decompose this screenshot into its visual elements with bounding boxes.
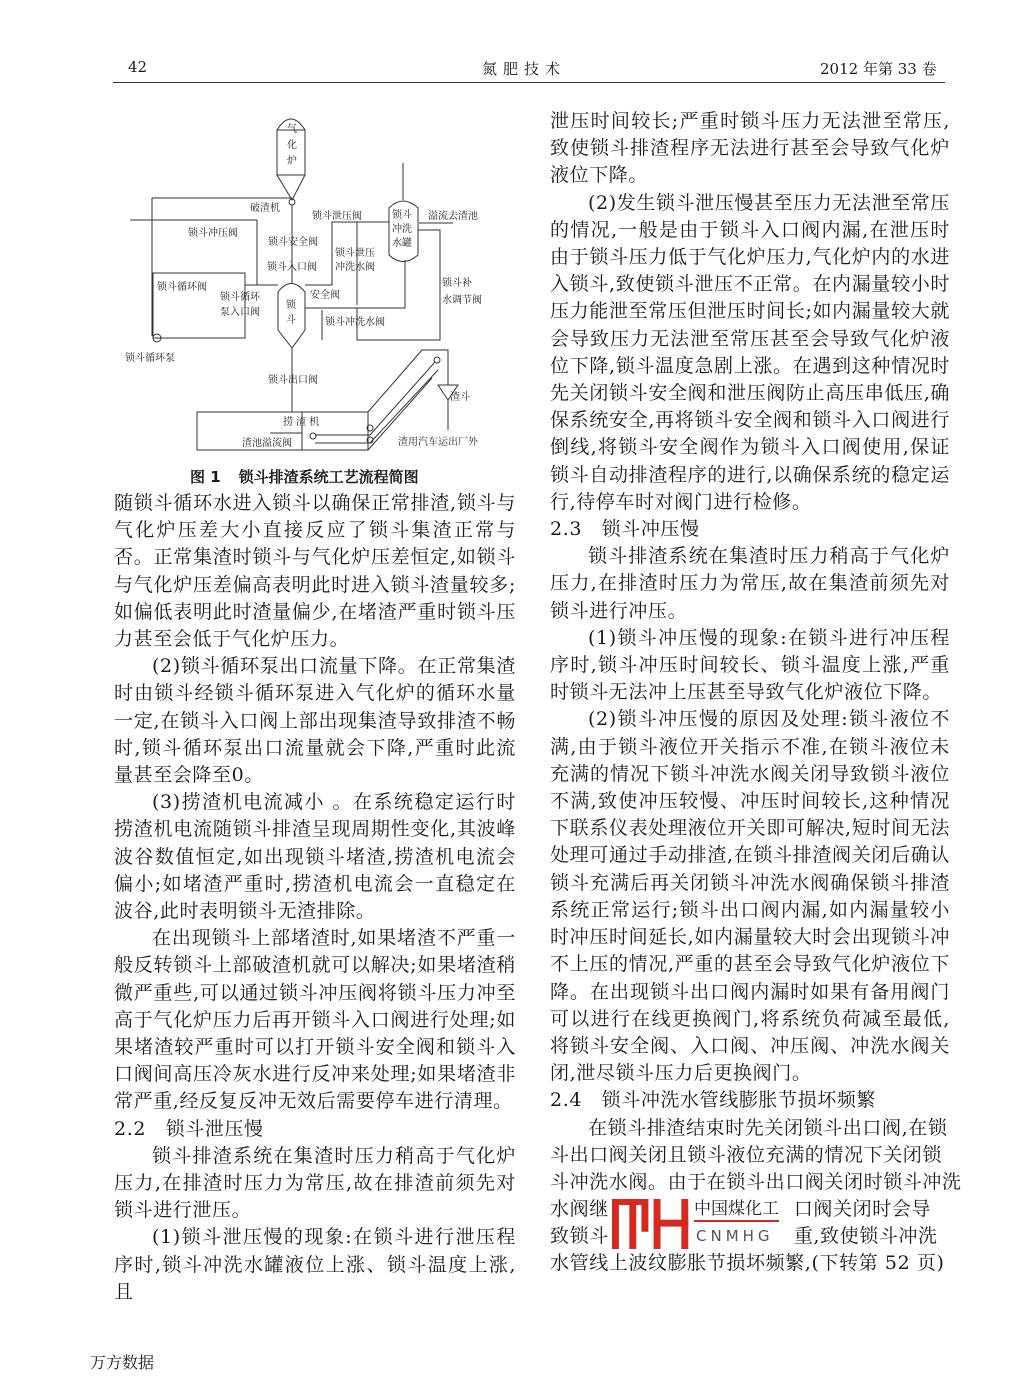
section-heading-2-3: 2.3 锁斗冲压慢 bbox=[550, 518, 700, 541]
label-flush-tank-3: 水罐 bbox=[392, 238, 412, 249]
paragraph: (1)锁斗冲压慢的现象:在锁斗进行冲压程序时,锁斗冲压时间较长、锁斗温度上涨,严重时锁斗无法冲上压甚至导致气化炉液位下降。 bbox=[550, 626, 950, 704]
text-fragment: 重,致使锁斗冲洗 bbox=[793, 1225, 938, 1248]
paragraph: 随锁斗循环水进入锁斗以确保正常排渣,锁斗与气化炉压差大小直接反应了锁斗集渣正常与否。正常集渣时锁斗与气化炉压差恒定,如锁斗与气化炉压差偏高表明此时进入锁斗渣量较多;如偏低表明此时渣量偏少,在堵渣严重时锁斗压力甚至会低于气化炉压力。 bbox=[114, 492, 516, 651]
label-overflow: 溢流去渣池 bbox=[428, 211, 478, 222]
label-depress-flush-valve: 锁斗泄压 bbox=[335, 248, 375, 259]
text-fragment: 致锁斗 bbox=[550, 1225, 609, 1248]
page-number: 42 bbox=[128, 58, 148, 76]
label-circ-pump: 锁斗循环泵 bbox=[125, 353, 175, 364]
label-depress-flush-valve-2: 冲洗水阀 bbox=[335, 262, 375, 273]
label-gasifier-2: 化 bbox=[287, 140, 297, 151]
label-lock-hopper-2: 斗 bbox=[286, 315, 296, 326]
process-flow-diagram bbox=[120, 110, 520, 455]
paragraph: (2)锁斗冲压慢的原因及处理:锁斗液位不满,由于锁斗液位开关指示不准,在锁斗液位未充满的情况下锁斗冲洗水阀关闭导致锁斗液位不满,致使冲压较慢、冲压时间较长,这种情况下联系仪表处理液位开关即可解决,短时间无法处理可通过手动排渣,在锁斗排渣阀关闭后确认锁斗充满后再关闭锁斗冲洗水阀确保锁斗排渣系统正常运行;锁斗出口阀内漏,如内漏量较小时冲压时间延长,如内漏量较大时会出现锁斗冲不上压的情况,严重的甚至会导致气化炉液位下降。在出现锁斗出口阀内漏时如果有备用阀门可以进行在线更换阀门,将系统负荷减至最低,将锁斗安全阀、入口阀、冲压阀、冲洗水阀关闭,泄尽锁斗压力后更换阀门。 bbox=[550, 708, 950, 1085]
paragraph: (2)锁斗循环泵出口流量下降。在正常集渣时由锁斗经锁斗循环泵进入气化炉的循环水量一定,在锁斗入口阀上部出现集渣导致排渣不畅时,锁斗循环泵出口流量就会下降,严重时此流量甚至会降至0。 bbox=[114, 655, 516, 787]
label-outlet-valve: 锁斗出口阀 bbox=[268, 375, 318, 386]
label-truck: 渣用汽车运出厂外 bbox=[398, 437, 478, 448]
label-scraper: 捞 渣 机 bbox=[283, 417, 320, 428]
label-makeup-valve-2: 水调节阀 bbox=[442, 295, 482, 306]
figure-caption bbox=[190, 466, 437, 487]
cnmhg-logo-icon bbox=[612, 1199, 690, 1249]
figure-title: 锁斗排渣系统工艺流程简图 bbox=[238, 468, 419, 486]
label-flush-water-valve: 锁斗冲洗水阀 bbox=[325, 317, 385, 328]
watermark bbox=[612, 1198, 792, 1250]
text-fragment: 水阀继 bbox=[550, 1198, 609, 1221]
text-line: 在锁斗排渣结束时先关闭锁斗出口阀,在锁 bbox=[588, 1116, 948, 1139]
paragraph: 泄压时间较长;严重时锁斗压力无法泄至常压,致使锁斗排渣程序无法进行甚至会导致气化炉液位下降。 bbox=[550, 110, 950, 187]
right-column bbox=[550, 108, 962, 1278]
paragraph: (2)发生锁斗泄压慢甚至压力无法泄至常压的情况,一般是由于锁斗入口阀内漏,在泄压时由于锁斗压力低于气化炉压力,气化炉内的水进入锁斗,致使锁斗泄压不正常。在内漏量较小时压力能泄至常压但泄压时间长;如内漏量较大就会导致压力无法泄至常压甚至会导致气化炉液位下降,锁斗温度急剧上涨。在遇到这种情况时先关闭锁斗安全阀和泄压阀防止高压串低压,确保系统安全,再将锁斗安全阀和锁斗入口阀进行倒线,将锁斗安全阀作为锁斗入口阀使用,保证锁斗自动排渣程序的进行,以确保系统的稳定运行,待停车时对阀门进行检修。 bbox=[550, 191, 950, 513]
text-fragment: 口阀关闭时会导 bbox=[793, 1198, 932, 1221]
label-circ-valve: 锁斗循环阀 bbox=[157, 282, 207, 293]
label-safety-valve: 锁斗安全阀 bbox=[268, 237, 318, 248]
label-gasifier-3: 炉 bbox=[287, 156, 297, 167]
header-rule bbox=[113, 82, 945, 83]
paragraph: 锁斗排渣系统在集渣时压力稍高于气化炉压力,在排渣时压力为常压,故在排渣前须先对锁斗进行泄压。 bbox=[114, 1144, 516, 1222]
label-depress-valve: 锁斗泄压阀 bbox=[312, 211, 362, 222]
left-column bbox=[114, 490, 516, 1306]
issue-info: 2012 年第 33 卷 bbox=[820, 60, 937, 78]
paragraph: 锁斗排渣系统在集渣时压力稍高于气化炉压力,在排渣时压力为常压,故在集渣前须先对锁斗进行冲压。 bbox=[550, 545, 950, 622]
paragraph: (3)捞渣机电流减小 。在系统稳定运行时捞渣机电流随锁斗排渣呈现周期性变化,其波峰波谷数值恒定,如出现锁斗堵渣,捞渣机电流会偏小;如堵渣严重时,捞渣机电流会一直稳定在波谷,此时表明锁斗无渣排除。 bbox=[114, 791, 516, 923]
paragraph-last bbox=[550, 1115, 962, 1278]
footer-source: 万方数据 bbox=[90, 1353, 155, 1372]
label-circ-pump-inlet-valve: 锁斗循环 bbox=[220, 292, 260, 303]
label-makeup-valve: 锁斗补 bbox=[442, 278, 472, 289]
journal-title: 氮肥技术 bbox=[482, 60, 567, 78]
label-lock-hopper: 锁 bbox=[286, 300, 296, 311]
label-slag-hopper: 渣斗 bbox=[450, 392, 470, 403]
label-pressurize-valve: 锁斗冲压阀 bbox=[188, 228, 238, 239]
paragraph: (1)锁斗泄压慢的现象:在锁斗进行泄压程序时,锁斗冲洗水罐液位上涨、锁斗温度上涨,且 bbox=[114, 1226, 516, 1303]
watermark-name-cn: 中国煤化工 bbox=[694, 1198, 779, 1222]
text-line: 水管线上波纹膨胀节损坏频繁,(下转第 52 页) bbox=[550, 1252, 945, 1275]
label-gasifier: 气 bbox=[287, 124, 297, 135]
paragraph: 在出现锁斗上部堵渣时,如果堵渣不严重一般反转锁斗上部破渣机就可以解决;如果堵渣稍微严重些,可以通过锁斗冲压阀将锁斗压力冲至高于气化炉压力后再开锁斗入口阀进行处理;如果堵渣较严重时可以打开锁斗安全阀和锁斗入口阀间高压冷灰水进行反冲来处理;如果堵渣非常严重,经反复反冲无效后需要停车进行清理。 bbox=[114, 927, 516, 1113]
label-safety-valve-short: 安全阀 bbox=[310, 290, 340, 301]
label-circ-pump-inlet-valve-2: 泵入口阀 bbox=[220, 307, 260, 318]
label-inlet-valve: 锁斗入口阀 bbox=[267, 262, 317, 273]
watermark-name-en: CNMHG bbox=[696, 1226, 774, 1245]
text-line: 斗出口阀关闭且锁斗液位充满的情况下关闭锁 bbox=[550, 1143, 943, 1166]
figure-number: 图 1 bbox=[190, 468, 221, 486]
section-heading-2-2: 2.2 锁斗泄压慢 bbox=[114, 1117, 264, 1140]
text-line: 斗冲洗水阀。由于在锁斗出口阀关闭时锁斗冲洗 bbox=[550, 1170, 962, 1193]
label-crusher: 破渣机 bbox=[250, 203, 280, 214]
section-heading-2-4: 2.4 锁斗冲洗水管线膨胀节损坏频繁 bbox=[550, 1089, 877, 1112]
label-flush-tank: 锁斗 bbox=[392, 210, 412, 221]
label-pool-overflow-valve: 渣池溢流阀 bbox=[242, 438, 292, 449]
label-flush-tank-2: 冲洗 bbox=[392, 224, 412, 235]
